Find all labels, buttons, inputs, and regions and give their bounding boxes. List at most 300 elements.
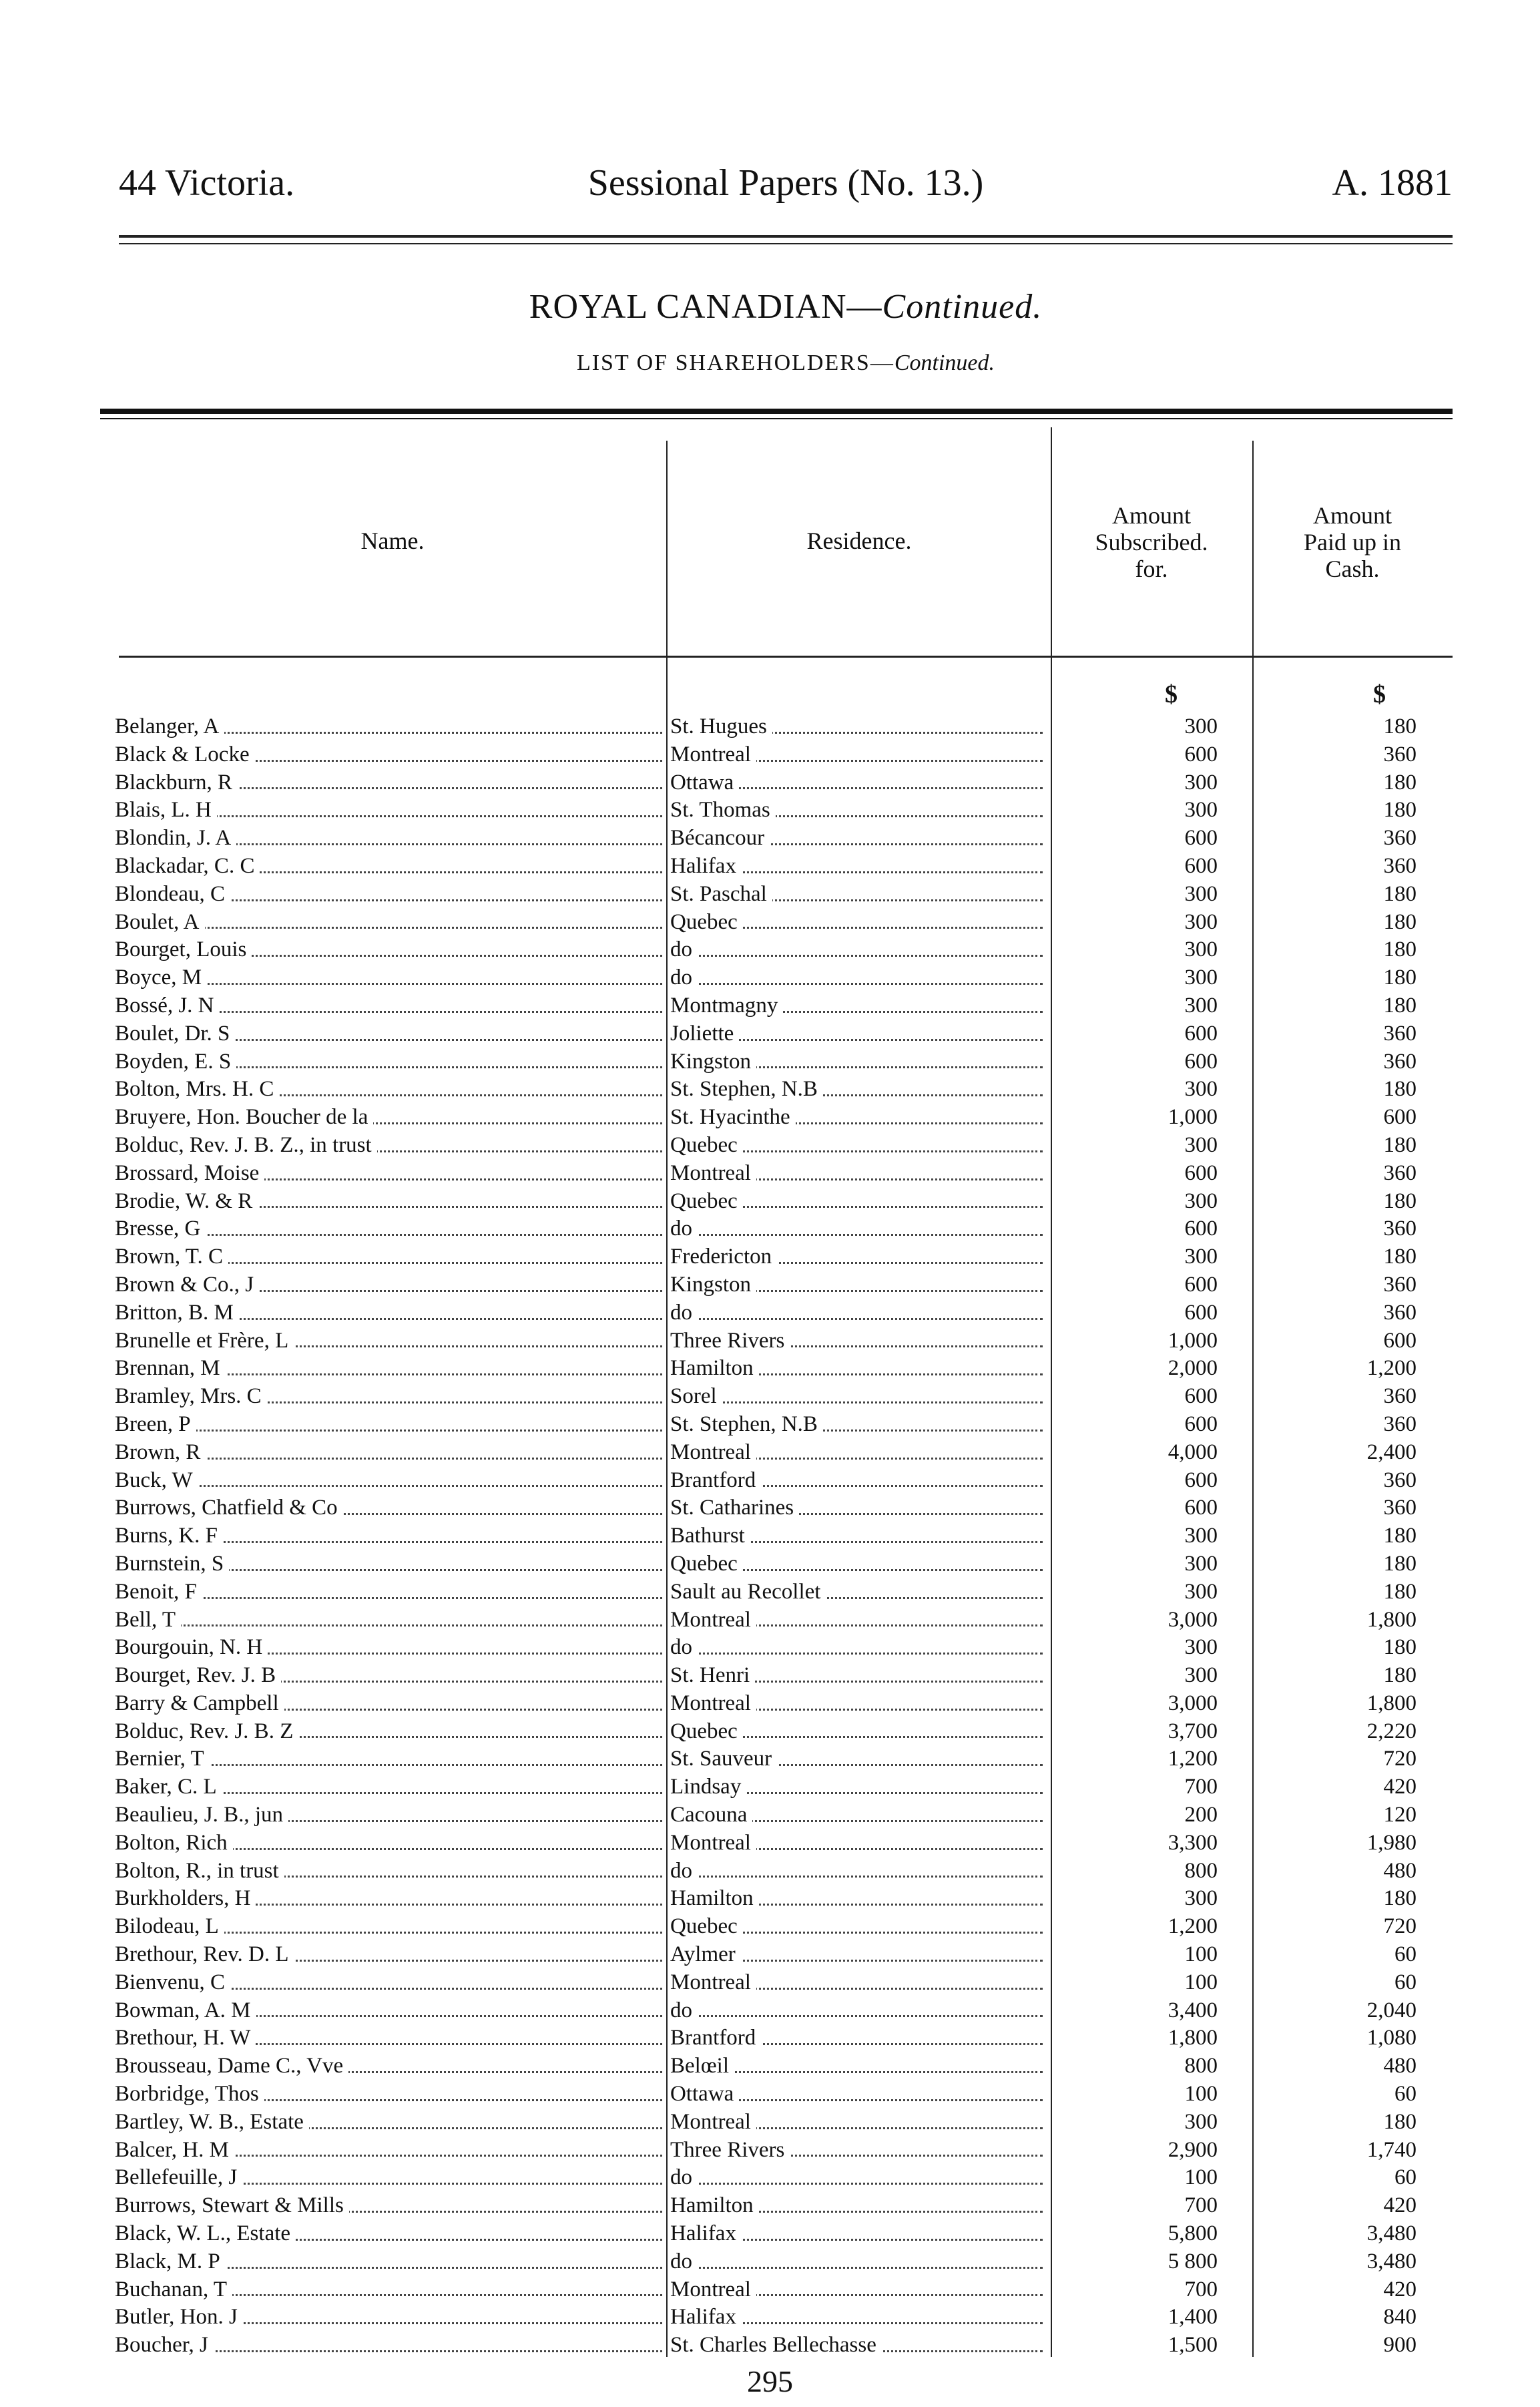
amount-paid-text: 180	[1383, 993, 1417, 1018]
amount-paid-text: 120	[1383, 1803, 1417, 1827]
amount-paid	[1252, 1662, 1417, 1690]
amount-subscribed	[1051, 2304, 1218, 2332]
amount-subscribed	[1051, 1913, 1218, 1941]
amount-subscribed	[1051, 1550, 1218, 1578]
table-row	[0, 2220, 1540, 2248]
page-number: 295	[747, 2364, 793, 2398]
amount-subscribed	[1051, 1634, 1218, 1662]
table-row	[0, 2276, 1540, 2304]
shareholder-residence-text: Aylmer	[670, 1942, 741, 1966]
shareholder-residence-text: Three Rivers	[670, 1329, 790, 1353]
amount-paid-text: 600	[1383, 1328, 1417, 1353]
column-header-subscribed	[1051, 502, 1252, 582]
amount-subscribed-text: 300	[1184, 965, 1218, 990]
amount-paid-text: 360	[1383, 1272, 1417, 1297]
table-row	[0, 2304, 1540, 2332]
amount-paid-text: 180	[1383, 1551, 1417, 1576]
amount-subscribed	[1051, 1104, 1218, 1132]
table-row	[0, 1913, 1540, 1941]
amount-paid-text: 720	[1383, 1914, 1417, 1939]
amount-paid-text: 480	[1383, 1858, 1417, 1883]
dot-leader	[670, 1876, 1043, 1878]
shareholder-residence	[670, 2109, 1043, 2137]
table-row	[0, 1745, 1540, 1773]
shareholder-name-text: Blackburn, R	[115, 771, 238, 795]
amount-subscribed	[1051, 2332, 1218, 2360]
table-row	[0, 2024, 1540, 2052]
shareholder-residence	[670, 1773, 1043, 1801]
shareholder-name-text: Bolduc, Rev. J. B. Z	[115, 1719, 298, 1743]
amount-paid-text: 180	[1383, 909, 1417, 934]
shareholder-name	[115, 2109, 662, 2137]
amount-subscribed-text: 300	[1184, 1524, 1218, 1548]
shareholder-name-text: Brown, R	[115, 1440, 206, 1464]
shareholder-residence	[670, 1913, 1043, 1941]
amount-paid	[1252, 1913, 1417, 1941]
amount-paid	[1252, 1997, 1417, 2025]
amount-subscribed-text: 300	[1184, 993, 1218, 1018]
amount-paid-text: 180	[1383, 1524, 1417, 1548]
shareholder-residence	[670, 2220, 1043, 2248]
shareholder-name-text: Bossé, J. N	[115, 994, 220, 1018]
amount-subscribed-text: 700	[1184, 1775, 1218, 1799]
dot-leader	[115, 1624, 662, 1626]
dot-leader	[670, 2015, 1043, 2017]
shareholder-name-text: Bruyere, Hon. Boucher de la	[115, 1105, 373, 1129]
shareholder-residence-text: Montreal	[670, 1608, 756, 1632]
shareholder-residence	[670, 1355, 1043, 1383]
shareholder-name	[115, 741, 662, 769]
shareholder-residence-text: do	[670, 1998, 698, 2022]
shareholder-name	[115, 2081, 662, 2109]
table-row	[0, 2137, 1540, 2165]
amount-paid-text: 3,480	[1366, 2221, 1417, 2246]
shareholder-residence-text: Halifax	[670, 854, 742, 878]
amount-subscribed-text: 600	[1184, 1300, 1218, 1325]
shareholder-name	[115, 1020, 662, 1048]
amount-subscribed-text: 100	[1184, 2165, 1218, 2190]
amount-subscribed-text: 300	[1184, 1245, 1218, 1269]
amount-subscribed-text: 300	[1184, 1551, 1218, 1576]
amount-paid	[1252, 1857, 1417, 1886]
amount-subscribed-text: 1,500	[1168, 2333, 1218, 2358]
amount-paid-text: 360	[1383, 1160, 1417, 1185]
column-header-subscribed-line: Subscribed.	[1095, 529, 1208, 556]
amount-subscribed-text: 700	[1184, 2277, 1218, 2302]
shareholder-residence-text: Halifax	[670, 2221, 742, 2245]
shareholder-name	[115, 2220, 662, 2248]
shareholder-residence	[670, 1327, 1043, 1355]
amount-subscribed-text: 300	[1184, 770, 1218, 795]
table-row	[0, 881, 1540, 909]
shareholder-name	[115, 2304, 662, 2332]
amount-subscribed	[1051, 1439, 1218, 1467]
amount-paid-text: 360	[1383, 1049, 1417, 1074]
shareholder-residence	[670, 2276, 1043, 2304]
table-row	[0, 1020, 1540, 1048]
shareholder-residence-text: Kingston	[670, 1050, 756, 1074]
amount-paid	[1252, 1690, 1417, 1718]
amount-subscribed	[1051, 2164, 1218, 2192]
amount-subscribed	[1051, 2220, 1218, 2248]
amount-paid-text: 60	[1394, 2082, 1417, 2107]
shareholder-name	[115, 909, 662, 937]
shareholder-residence-text: Cacouna	[670, 1803, 752, 1827]
shareholder-name-text: Bolton, R., in trust	[115, 1859, 284, 1883]
shareholder-name	[115, 2024, 662, 2052]
amount-paid-text: 1,980	[1366, 1830, 1417, 1855]
shareholder-residence-text: Montreal	[670, 2110, 756, 2134]
shareholder-name	[115, 1857, 662, 1886]
amount-subscribed-text: 300	[1184, 1886, 1218, 1911]
shareholder-name-text: Boyden, E. S	[115, 1050, 236, 1074]
amount-paid	[1252, 1773, 1417, 1801]
shareholder-name-text: Black, M. P	[115, 2249, 226, 2273]
shareholder-residence-text: Fredericton	[670, 1245, 777, 1269]
shareholder-name	[115, 1550, 662, 1578]
amount-subscribed-text: 3,300	[1168, 1830, 1218, 1855]
shareholder-residence-text: St. Thomas	[670, 798, 776, 822]
table-row	[0, 1773, 1540, 1801]
dot-leader	[670, 1401, 1043, 1403]
list-title	[119, 351, 1453, 376]
shareholder-name-text: Blondeau, C	[115, 882, 230, 906]
table-row	[0, 1383, 1540, 1411]
amount-paid	[1252, 1941, 1417, 1969]
shareholder-name	[115, 1494, 662, 1522]
shareholder-residence-text: Quebec	[670, 1189, 743, 1213]
shareholder-residence	[670, 1522, 1043, 1550]
shareholder-name-text: Brousseau, Dame C., Vve	[115, 2054, 348, 2078]
amount-subscribed	[1051, 1243, 1218, 1271]
amount-subscribed	[1051, 1578, 1218, 1606]
amount-paid	[1252, 2164, 1417, 2192]
amount-subscribed-text: 1,400	[1168, 2305, 1218, 2330]
amount-subscribed-text: 3,700	[1168, 1719, 1218, 1743]
amount-paid	[1252, 2192, 1417, 2220]
shareholder-residence	[670, 1411, 1043, 1439]
shareholder-residence-text: St. Stephen, N.B	[670, 1077, 823, 1101]
shareholder-residence-text: Halifax	[670, 2305, 742, 2329]
amount-subscribed-text: 600	[1184, 1217, 1218, 1241]
amount-subscribed-text: 100	[1184, 2082, 1218, 2107]
shareholder-name-text: Burkholders, H	[115, 1886, 256, 1910]
list-title-main: LIST OF SHAREHOLDERS—	[576, 351, 894, 375]
shareholder-residence	[670, 741, 1043, 769]
table-row	[0, 1522, 1540, 1550]
amount-subscribed	[1051, 909, 1218, 937]
amount-subscribed-text: 5 800	[1168, 2249, 1218, 2273]
amount-paid	[1252, 1020, 1417, 1048]
amount-paid-text: 180	[1383, 2109, 1417, 2134]
shareholder-name	[115, 1606, 662, 1634]
amount-subscribed	[1051, 1215, 1218, 1243]
shareholder-residence-text: do	[670, 965, 698, 990]
section-title-main: ROYAL CANADIAN—	[529, 288, 882, 326]
shareholder-residence	[670, 1160, 1043, 1188]
amount-paid-text: 180	[1383, 1663, 1417, 1688]
shareholder-name-text: Bramley, Mrs. C	[115, 1384, 267, 1408]
shareholder-residence-text: St. Sauveur	[670, 1747, 777, 1771]
amount-subscribed	[1051, 1885, 1218, 1913]
table-row	[0, 1299, 1540, 1327]
shareholder-residence	[670, 1188, 1043, 1216]
list-title-continued: Continued.	[894, 351, 995, 375]
shareholder-residence-text: Joliette	[670, 1022, 739, 1046]
shareholder-residence-text: Quebec	[670, 1719, 743, 1743]
amount-subscribed-text: 100	[1184, 1970, 1218, 1994]
table-row	[0, 853, 1540, 881]
header-rule-thin	[119, 243, 1453, 244]
amount-paid-text: 360	[1383, 1300, 1417, 1325]
amount-paid	[1252, 1188, 1417, 1216]
amount-subscribed	[1051, 1801, 1218, 1829]
shareholder-name	[115, 825, 662, 853]
subscribed-currency-sign: $	[1165, 680, 1178, 708]
amount-paid-text: 600	[1383, 1105, 1417, 1130]
amount-subscribed	[1051, 1941, 1218, 1969]
shareholder-name-text: Brethour, H. W	[115, 2026, 256, 2050]
table-row	[0, 992, 1540, 1020]
amount-subscribed-text: 600	[1184, 1468, 1218, 1492]
table-row	[0, 1467, 1540, 1495]
shareholder-name	[115, 1383, 662, 1411]
amount-subscribed	[1051, 964, 1218, 992]
amount-subscribed	[1051, 769, 1218, 797]
shareholder-residence-text: Three Rivers	[670, 2138, 790, 2162]
amount-subscribed-text: 600	[1184, 1021, 1218, 1046]
shareholder-residence-text: do	[670, 1301, 698, 1325]
shareholder-residence	[670, 1997, 1043, 2025]
amount-subscribed	[1051, 1690, 1218, 1718]
amount-subscribed-text: 300	[1184, 909, 1218, 934]
table-row	[0, 713, 1540, 741]
shareholder-residence	[670, 1299, 1043, 1327]
table-row	[0, 1718, 1540, 1746]
shareholder-name-text: Bourgouin, N. H	[115, 1635, 268, 1659]
amount-paid-text: 2,400	[1366, 1440, 1417, 1464]
amount-paid-text: 180	[1383, 965, 1417, 990]
amount-subscribed	[1051, 2276, 1218, 2304]
amount-paid	[1252, 1439, 1417, 1467]
table-row	[0, 1494, 1540, 1522]
shareholder-name-text: Boucher, J	[115, 2333, 214, 2357]
amount-subscribed	[1051, 1355, 1218, 1383]
header-title: Sessional Papers (No. 13.)	[587, 162, 984, 204]
amount-paid-text: 900	[1383, 2333, 1417, 2358]
shareholder-name	[115, 1913, 662, 1941]
table-row	[0, 1048, 1540, 1076]
shareholder-name-text: Borbridge, Thos	[115, 2082, 264, 2106]
table-row	[0, 1327, 1540, 1355]
amount-subscribed-text: 600	[1184, 742, 1218, 767]
shareholder-residence	[670, 1076, 1043, 1104]
shareholder-residence	[670, 1132, 1043, 1160]
shareholder-name-text: Buchanan, T	[115, 2277, 232, 2302]
table-row	[0, 2081, 1540, 2109]
shareholder-residence	[670, 1550, 1043, 1578]
shareholder-residence	[670, 2024, 1043, 2052]
shareholder-residence	[670, 936, 1043, 964]
amount-subscribed-text: 300	[1184, 1132, 1218, 1157]
table-top-rule-thin	[100, 418, 1453, 419]
shareholder-residence-text: Hamilton	[670, 1356, 759, 1380]
dot-leader	[115, 1430, 662, 1432]
shareholder-name-text: Butler, Hon. J	[115, 2305, 243, 2329]
shareholder-residence	[670, 1578, 1043, 1606]
dot-leader	[670, 1318, 1043, 1320]
amount-paid-text: 840	[1383, 2305, 1417, 2330]
shareholder-name-text: Brown & Co., J	[115, 1273, 259, 1297]
amount-paid	[1252, 1132, 1417, 1160]
shareholder-name-text: Baker, C. L	[115, 1775, 222, 1799]
table-row	[0, 1439, 1540, 1467]
shareholder-residence	[670, 2192, 1043, 2220]
shareholder-name	[115, 1885, 662, 1913]
amount-paid	[1252, 1745, 1417, 1773]
shareholder-residence	[670, 1243, 1043, 1271]
shareholder-name-text: Bellefeuille, J	[115, 2165, 242, 2189]
shareholder-name	[115, 1188, 662, 1216]
amount-paid	[1252, 1355, 1417, 1383]
shareholder-name	[115, 1355, 662, 1383]
shareholder-residence	[670, 1104, 1043, 1132]
amount-subscribed	[1051, 1997, 1218, 2025]
amount-paid	[1252, 1215, 1417, 1243]
header-session: 44 Victoria.	[119, 162, 295, 204]
shareholder-residence-text: Montreal	[670, 1161, 756, 1185]
shareholder-name	[115, 1160, 662, 1188]
shareholder-name	[115, 1327, 662, 1355]
shareholder-residence	[670, 1662, 1043, 1690]
amount-paid-text: 360	[1383, 826, 1417, 851]
table-row	[0, 1634, 1540, 1662]
amount-subscribed-text: 800	[1184, 2054, 1218, 2078]
shareholder-name	[115, 2052, 662, 2081]
table-row	[0, 1104, 1540, 1132]
amount-paid-text: 1,740	[1366, 2137, 1417, 2162]
table-row	[0, 741, 1540, 769]
table-row	[0, 2052, 1540, 2081]
table-row	[0, 1160, 1540, 1188]
shareholder-name-text: Bernier, T	[115, 1747, 210, 1771]
header-rule-thick	[119, 235, 1453, 238]
shareholder-residence-text: Montreal	[670, 1970, 756, 1994]
amount-subscribed-text: 300	[1184, 1635, 1218, 1660]
table-row	[0, 1578, 1540, 1606]
shareholder-residence	[670, 909, 1043, 937]
amount-subscribed	[1051, 713, 1218, 741]
amount-paid-text: 180	[1383, 1077, 1417, 1102]
shareholder-residence-text: Brantford	[670, 2026, 761, 2050]
shareholder-name	[115, 1690, 662, 1718]
amount-subscribed-text: 1,000	[1168, 1105, 1218, 1130]
table-row	[0, 1941, 1540, 1969]
amount-paid-text: 360	[1383, 1496, 1417, 1520]
shareholder-residence-text: do	[670, 937, 698, 961]
shareholder-name-text: Boulet, Dr. S	[115, 1022, 235, 1046]
amount-paid	[1252, 936, 1417, 964]
shareholder-residence	[670, 1969, 1043, 1997]
amount-paid	[1252, 2220, 1417, 2248]
shareholder-residence	[670, 1048, 1043, 1076]
shareholder-name	[115, 1773, 662, 1801]
amount-paid-text: 180	[1383, 1132, 1417, 1157]
shareholder-name	[115, 1215, 662, 1243]
amount-paid	[1252, 1299, 1417, 1327]
shareholder-residence-text: Hamilton	[670, 1886, 759, 1910]
amount-paid	[1252, 1383, 1417, 1411]
shareholder-residence-text: St. Paschal	[670, 882, 772, 906]
amount-paid-text: 420	[1383, 1775, 1417, 1799]
shareholder-name	[115, 2276, 662, 2304]
column-header-subscribed-line: Amount	[1111, 502, 1191, 529]
shareholder-residence-text: Sault au Recollet	[670, 1580, 826, 1604]
amount-subscribed-text: 1,200	[1168, 1914, 1218, 1939]
shareholder-name	[115, 1132, 662, 1160]
amount-subscribed	[1051, 797, 1218, 825]
shareholder-name	[115, 1411, 662, 1439]
amount-paid-text: 60	[1394, 1970, 1417, 1994]
amount-subscribed-text: 600	[1184, 1049, 1218, 1074]
shareholder-name-text: Boulet, A	[115, 910, 205, 934]
shareholder-name-text: Bartley, W. B., Estate	[115, 2110, 309, 2134]
amount-paid	[1252, 964, 1417, 992]
amount-subscribed-text: 600	[1184, 1272, 1218, 1297]
shareholder-name	[115, 1299, 662, 1327]
table-row	[0, 1690, 1540, 1718]
running-head	[119, 162, 1453, 215]
shareholder-residence	[670, 825, 1043, 853]
shareholder-name	[115, 1076, 662, 1104]
amount-subscribed	[1051, 2192, 1218, 2220]
header-year: A. 1881	[1332, 162, 1453, 204]
amount-paid	[1252, 909, 1417, 937]
shareholder-residence-text: Lindsay	[670, 1775, 746, 1799]
shareholder-name-text: Bolton, Rich	[115, 1831, 233, 1855]
shareholder-residence	[670, 964, 1043, 992]
amount-paid	[1252, 1718, 1417, 1746]
shareholder-residence-text: do	[670, 2165, 698, 2189]
shareholder-residence	[670, 881, 1043, 909]
shareholder-name-text: Burnstein, S	[115, 1552, 229, 1576]
shareholder-name	[115, 1048, 662, 1076]
shareholder-residence-text: Bécancour	[670, 826, 770, 850]
amount-subscribed-text: 800	[1184, 1858, 1218, 1883]
amount-subscribed	[1051, 1383, 1218, 1411]
shareholder-name-text: Blackadar, C. C	[115, 854, 260, 878]
amount-paid	[1252, 1634, 1417, 1662]
amount-paid-text: 180	[1383, 714, 1417, 738]
table-row	[0, 909, 1540, 937]
shareholder-residence-text: St. Stephen, N.B	[670, 1412, 823, 1436]
amount-paid-text: 180	[1383, 798, 1417, 823]
amount-paid	[1252, 2304, 1417, 2332]
shareholder-residence-text: St. Charles Bellechasse	[670, 2333, 882, 2357]
amount-subscribed-text: 200	[1184, 1803, 1218, 1827]
amount-paid-text: 420	[1383, 2193, 1417, 2218]
shareholder-residence-text: Ottawa	[670, 771, 739, 795]
column-header-subscribed-line: for.	[1135, 556, 1168, 582]
amount-subscribed	[1051, 1606, 1218, 1634]
amount-subscribed-text: 2,000	[1168, 1356, 1218, 1381]
amount-paid	[1252, 2024, 1417, 2052]
shareholder-residence	[670, 1271, 1043, 1299]
amount-paid-text: 180	[1383, 1635, 1417, 1660]
amount-paid	[1252, 1885, 1417, 1913]
shareholder-name	[115, 1271, 662, 1299]
shareholder-name-text: Bourget, Rev. J. B	[115, 1663, 281, 1687]
